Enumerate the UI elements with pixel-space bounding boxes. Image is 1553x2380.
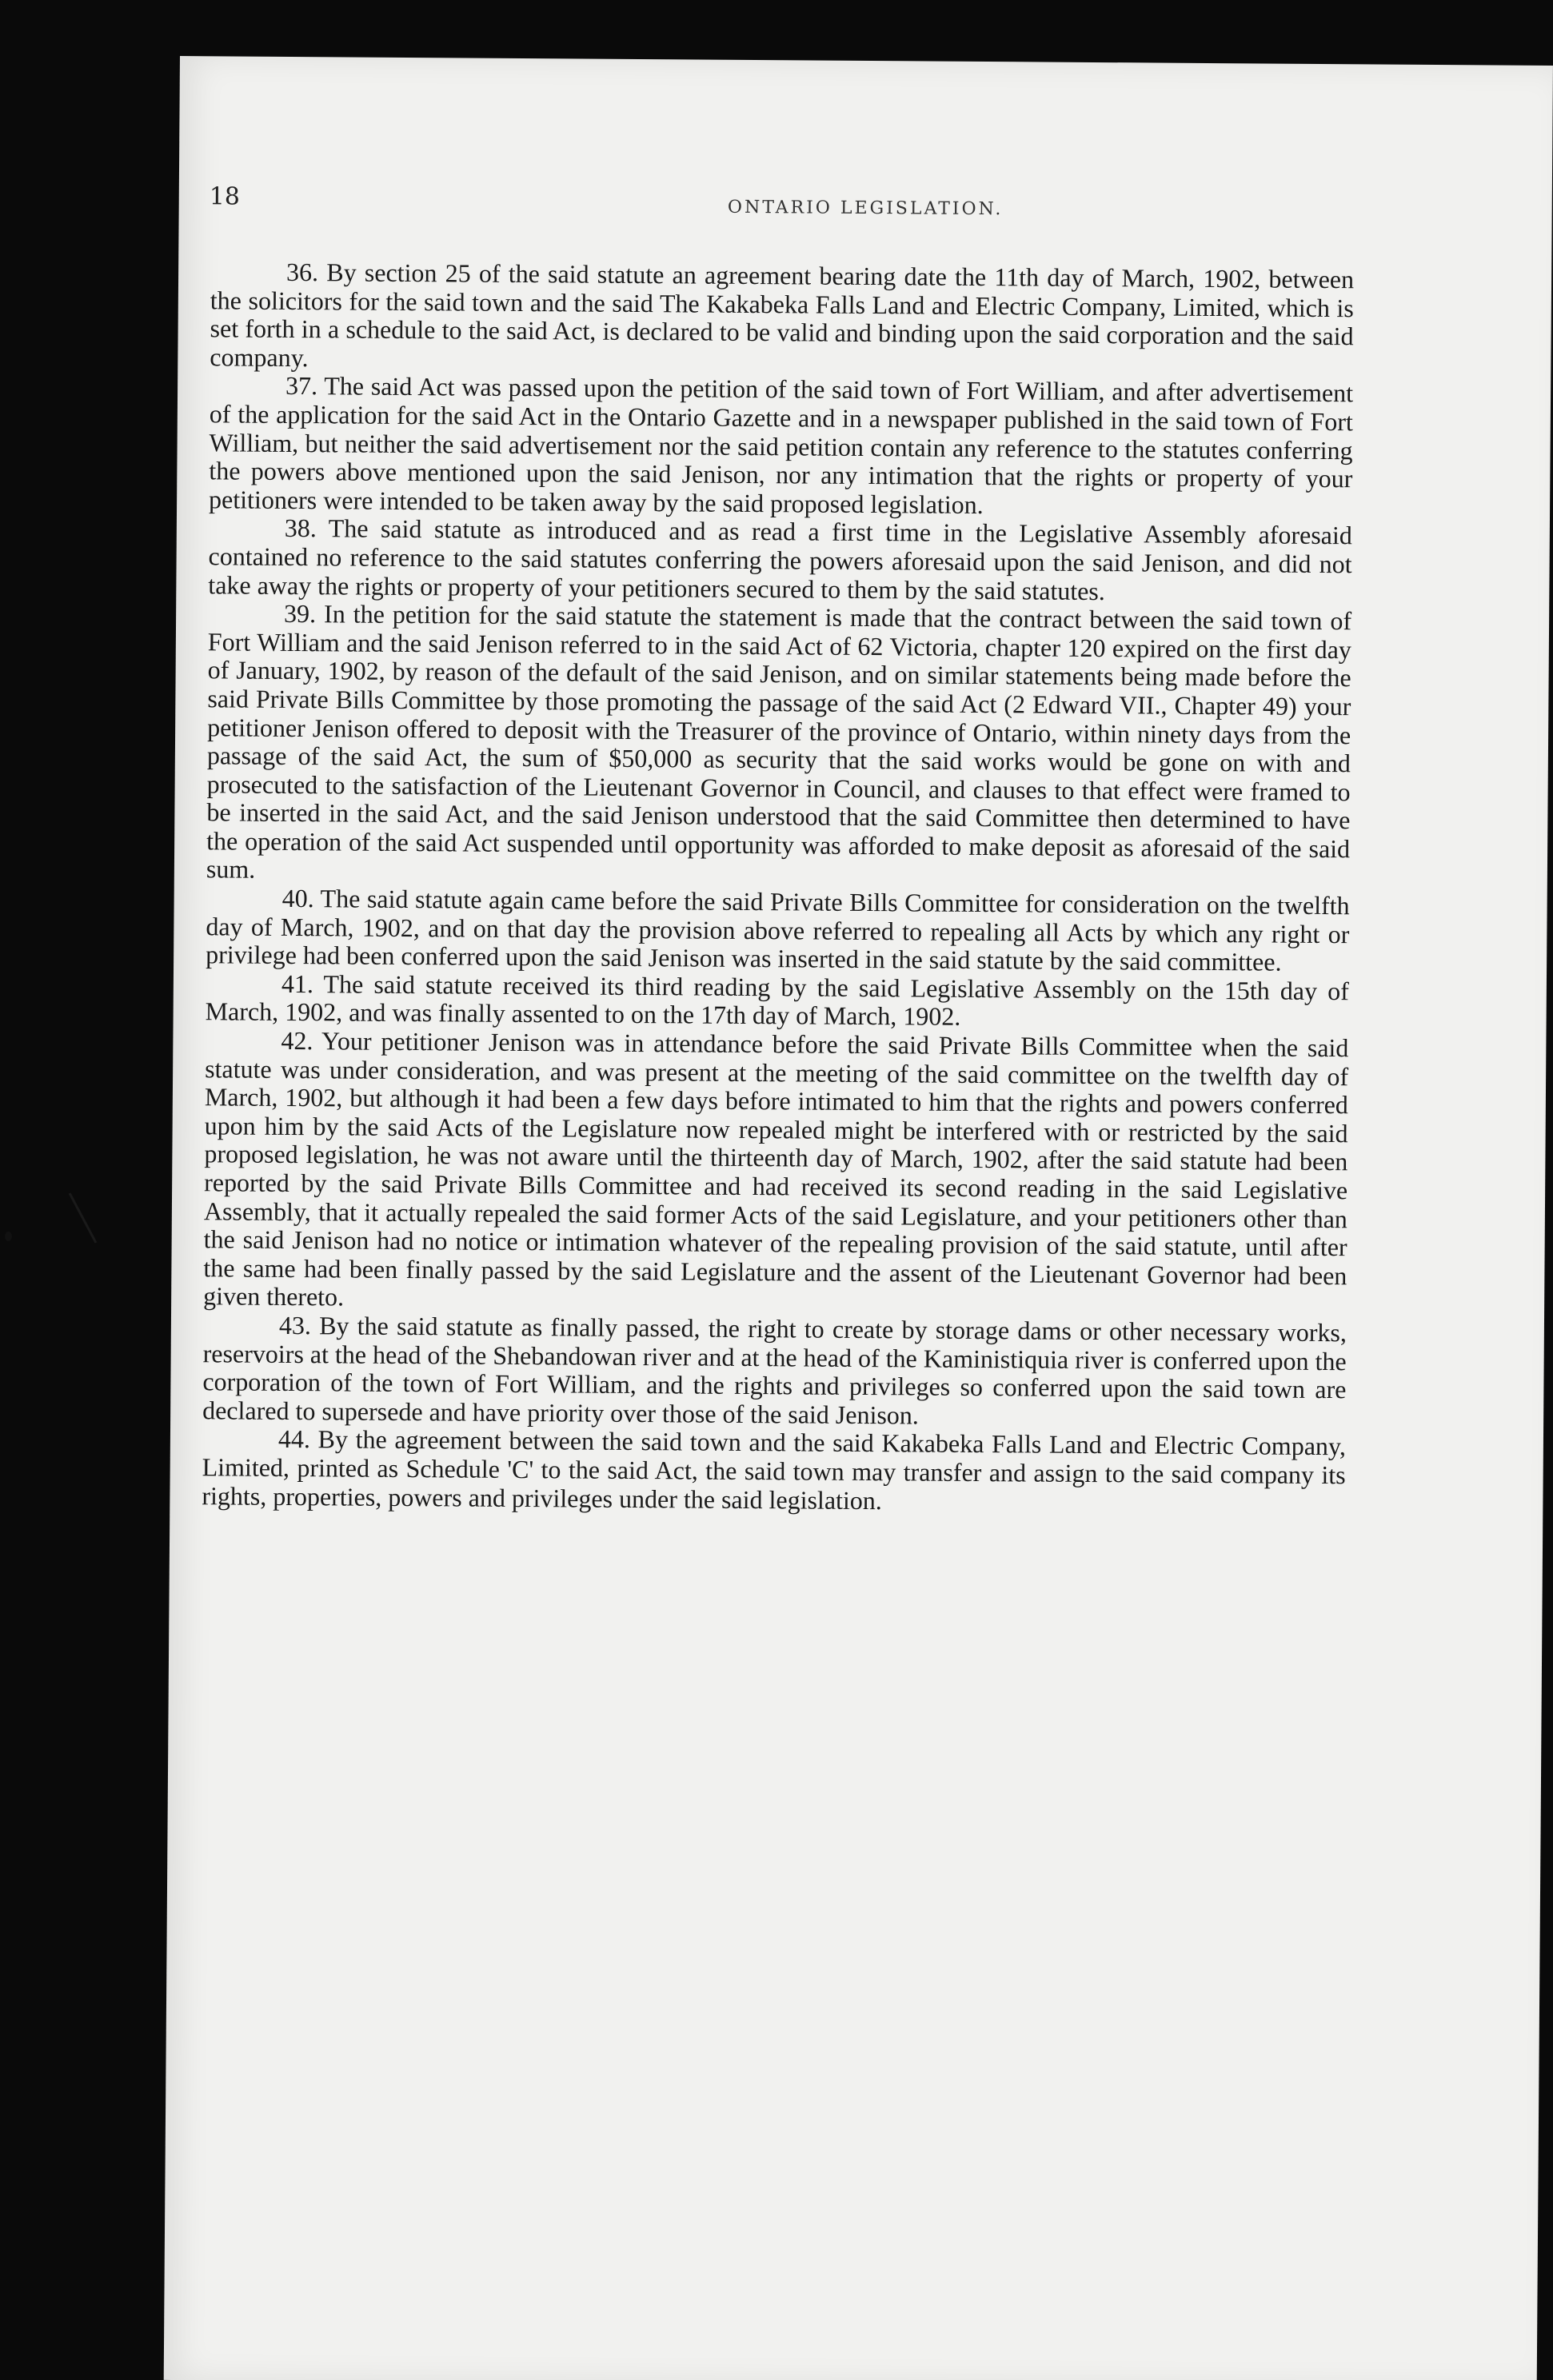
paragraph-40: 40. The said statute again came before the said Private Bills Committee for consideration on the twelfth day of March, 1902, and on that day the provision above referred to repealing all Acts by which any right or privilege had been conferred upon the said Jenison was inserted in the said statute by the said committee. [206,883,1350,976]
scan-artifact-mark [69,1192,98,1243]
paragraph-39: 39. In the petition for the said statute the statement is made that the contract between the said town of Fort William and the said Jenison referred to in the said Act of 62 Victoria, chapter 120 expired on the first day of January, 1902, by reason of the default of the said Jenison, and on similar statements being made before the said Private Bills Committee by those promoting the passage of the said Act (2 Edward VII., Chapter 49) your petitioner Jenison offered to deposit with the Treasurer of the province of Ontario, within ninety days from the passage of the said Act, the sum of $50,000 as security that the said works would be gone on with and prosecuted to the satisfaction of the Lieutenant Governor in Council, and clauses to that effect were framed to be inserted in the said Act, and the said Jenison understood that the said Committee then determined to have the operation of the said Act suspended until opportunity was afforded to make deposit as aforesaid of the said sum. [206,599,1352,885]
paragraph-43: 43. By the said statute as finally passed, the right to create by storage dams or other necessary works, reservoirs at the head of the Shebandowan river and at the head of the Kaministiquia river is conferred upon the corporation of the town of Fort William, and the rights and privileges so conferred upon the said town are declared to supersede and have priority over those of the said Jenison. [202,1310,1347,1430]
paragraph-42: 42. Your petitioner Jenison was in attendance before the said Private Bills Committee when the said statute was under consideration, and was present at the meeting of the said committee on the twelfth day of March, 1902, but although it had been a few days before intimated to him that the rights and powers conferred upon him by the said Acts of the Legislature now repealed might be interfered with or restricted by the said proposed legislation, he was not aware until the thirteenth day of March, 1902, after the said statute had been reported by the said Private Bills Committee and had received its second reading in the said Legislative Assembly, that it actually repealed the said former Acts of the said Legislature, and your petitioners other than the said Jenison had no notice or intimation whatever of the repealing provision of the said statute, until after the same had been finally passed by the said Legislature and the assent of the Lieutenant Governor had been given thereto. [203,1025,1349,1312]
document-page [164,56,1553,2380]
paragraph-41: 41. The said statute received its third reading by the said Legislative Assembly on the 15th day of March, 1902, and was finally assented to on the 17th day of March, 1902. [205,968,1349,1032]
paragraph-37: 37. The said Act was passed upon the petition of the said town of Fort William, and after advertisement of the application for the said Act in the Ontario Gazette and in a newspaper published in the said town of Fort William, but neither the said advertisement nor the said petition contain any reference to the statutes conferring the powers above mentioned upon the said Jenison, nor any intimation that the rights or property of your petitioners were intended to be taken away by the said proposed legislation. [209,371,1354,519]
paragraph-38: 38. The said statute as introduced and as read a first time in the Legislative Assembly aforesaid contained no reference to the said statutes conferring the powers aforesaid upon the said Jenison, and did not take away the rights or property of your petitioners secured to them by the said statutes. [208,513,1352,605]
page-number: 18 [209,182,241,211]
paragraph-36: 36. By section 25 of the said statute an agreement bearing date the 11th day of March, 1902, between the solicitors for the said town and the said The Kakabeka Falls Land and Electric Company, Limited, which is set forth in a schedule to the said Act, is declared to be valid and binding upon the said corporation and the said company. [210,257,1355,372]
body-text [202,258,1354,1518]
running-title: ONTARIO LEGISLATION. [727,197,1004,220]
scan-artifact-speck [5,1232,12,1241]
paragraph-44: 44. By the agreement between the said town and the said Kakabeka Falls Land and Electric Company, Limited, printed as Schedule 'C' to the said Act, the said town may transfer and assign to the said company its rights, properties, powers and privileges under the said legislation. [202,1424,1347,1515]
